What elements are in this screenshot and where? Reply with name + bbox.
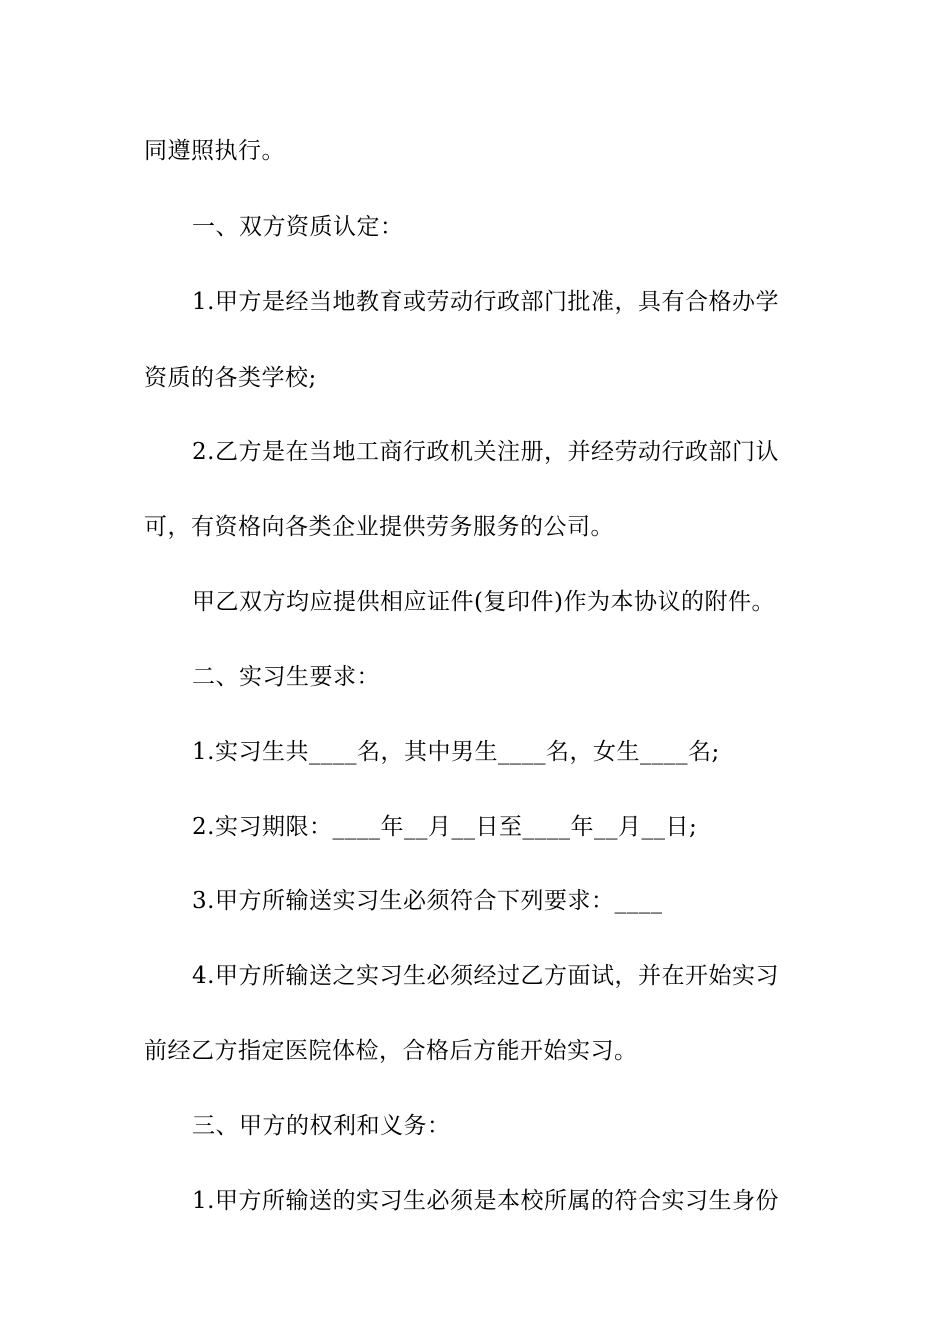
clause-1-1-line-2: 资质的各类学校;: [144, 365, 317, 391]
clause-1-2-line-2: 可，有资格向各类企业提供劳务服务的公司。: [144, 514, 614, 540]
section-heading-2: 二、实习生要求：: [192, 664, 380, 690]
text-line-continuation: 同遵照执行。: [144, 138, 285, 164]
section-heading-1: 一、双方资质认定：: [192, 214, 404, 240]
clause-1-1-line-1: 1.甲方是经当地教育或劳动行政部门批准，具有合格办学: [192, 289, 779, 315]
clause-3-1-line-1: 1.甲方所输送的实习生必须是本校所属的符合实习生身份: [192, 1188, 779, 1214]
clause-2-4-line-2: 前经乙方指定医院体检，合格后方能开始实习。: [144, 1038, 638, 1064]
clause-2-2: 2.实习期限：____年__月__日至____年__月__日;: [192, 814, 698, 840]
clause-2-3: 3.甲方所输送实习生必须符合下列要求：____: [192, 888, 663, 914]
clause-1-note: 甲乙双方均应提供相应证件(复印件)作为本协议的附件。: [192, 589, 775, 615]
clause-2-1: 1.实习生共____名，其中男生____名，女生____名;: [192, 739, 720, 765]
section-heading-3: 三、甲方的权利和义务：: [192, 1113, 451, 1139]
clause-1-2-line-1: 2.乙方是在当地工商行政机关注册，并经劳动行政部门认: [192, 439, 779, 465]
clause-2-4-line-1: 4.甲方所输送之实习生必须经过乙方面试，并在开始实习: [192, 963, 779, 989]
